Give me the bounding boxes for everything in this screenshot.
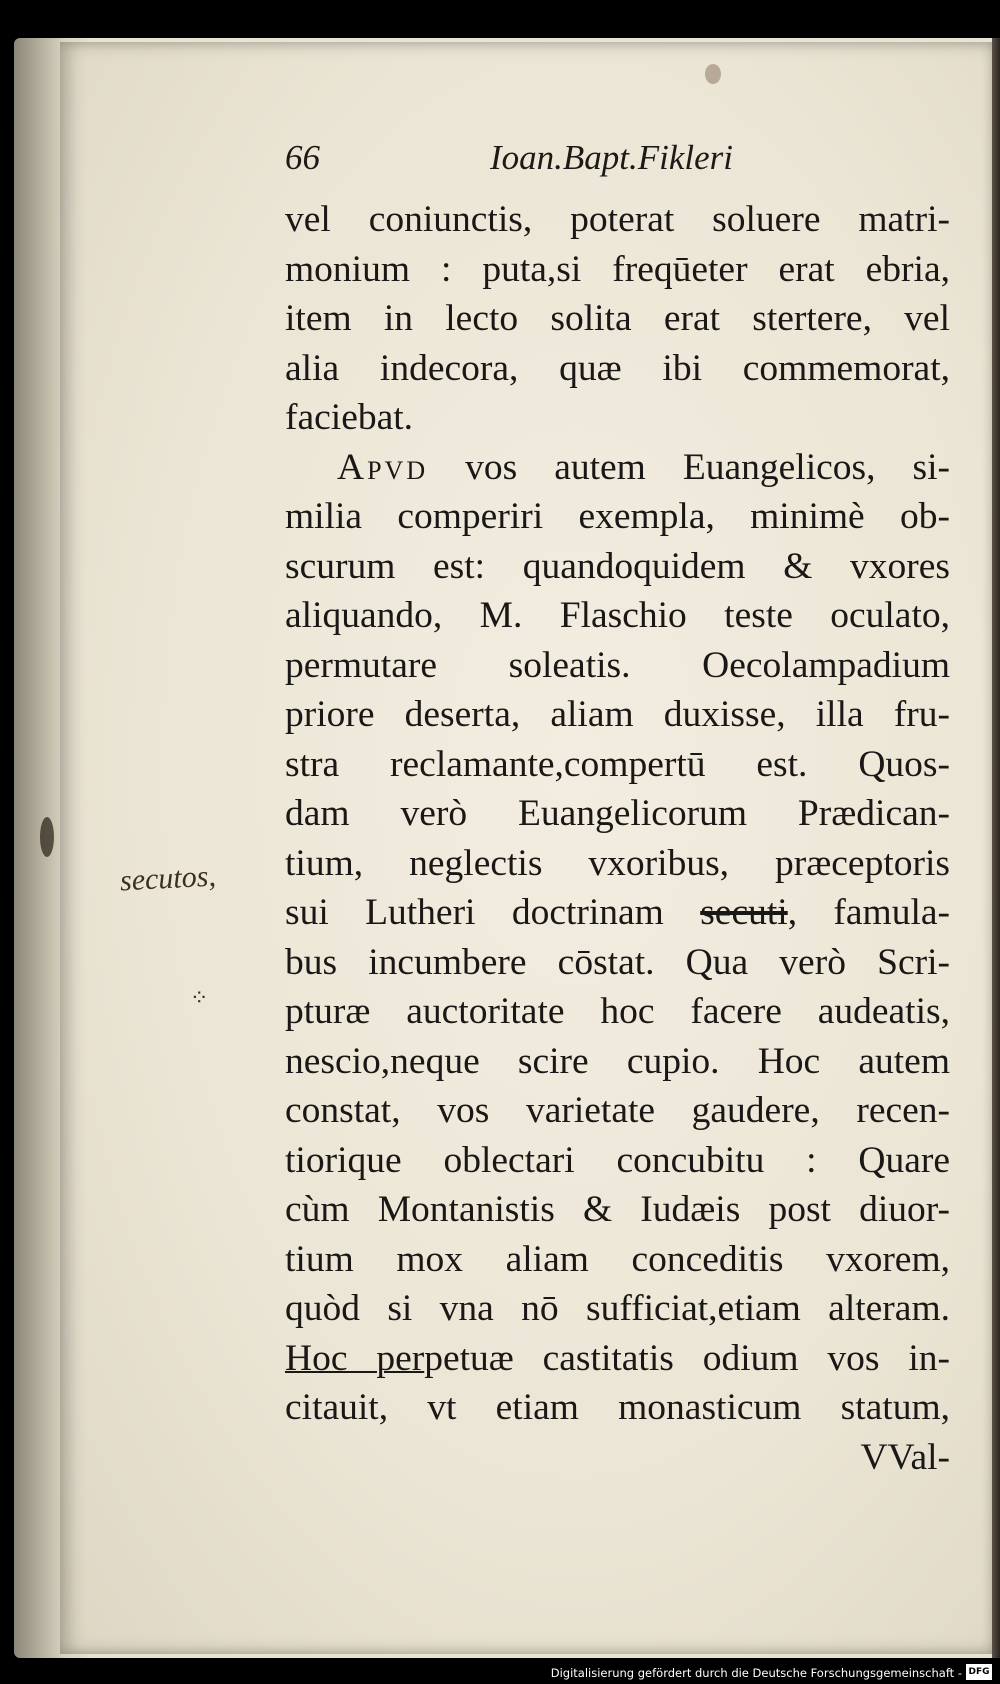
text-line: citauit, vt etiam monasticum statum, xyxy=(285,1387,950,1428)
text-line: priore deserta, aliam duxisse, illa fru- xyxy=(285,694,950,735)
text-line: pturæ auctoritate hoc facere audeatis, xyxy=(285,991,950,1032)
text-line xyxy=(285,888,950,938)
catchword: VVal- xyxy=(860,1436,950,1478)
marginal-mark: ⁘ xyxy=(190,985,209,1010)
small-caps-opening: Apvd xyxy=(337,446,429,488)
text-line: tium mox aliam conceditis vxorem, xyxy=(285,1238,950,1280)
footer-bar xyxy=(0,1658,1000,1684)
body-text xyxy=(285,195,950,1482)
text-line: bus incumbere cōstat. Qua verò Scri- xyxy=(285,941,950,983)
text-line: nescio,neque scire cupio. Hoc autem xyxy=(285,1040,950,1082)
dfg-logo: DFG xyxy=(966,1664,992,1680)
handwritten-marginal-note: secutos, xyxy=(119,859,217,898)
text-line: cùm Montanistis & Iudæis post diuor- xyxy=(285,1189,950,1230)
text-line: faciebat. xyxy=(285,397,414,438)
text-line xyxy=(285,443,950,493)
text-line: tiorique oblectari concubitu : Quare xyxy=(285,1139,950,1181)
text-line-rest: , famula- xyxy=(787,892,951,933)
digitization-credit: Digitalisierung gefördert durch die Deutsche Forschungsgemeinschaft - xyxy=(550,1666,962,1680)
text-line: constat, vos varietate gaudere, recen- xyxy=(285,1090,950,1131)
text-line: scurum est: quandoquidem & vxores xyxy=(285,545,950,587)
text-line: stra reclamante,compertū est. Quos- xyxy=(285,743,950,785)
text-line-rest: petuæ castitatis odium vos in- xyxy=(424,1337,950,1379)
text-line-start: sui Lutheri doctrinam xyxy=(285,892,701,933)
text-line: quòd si vna nō sufficiat,etiam alteram. xyxy=(285,1288,950,1329)
struck-word: secuti xyxy=(700,892,788,933)
text-line: monium : puta,si freqūeter erat ebria, xyxy=(285,248,950,290)
running-header xyxy=(285,138,770,188)
text-line: milia comperiri exempla, minimè ob- xyxy=(285,496,950,537)
ink-spot xyxy=(705,64,721,84)
text-line: aliquando, M. Flaschio teste oculato, xyxy=(285,595,950,636)
text-line: item in lecto solita erat stertere, vel xyxy=(285,298,950,339)
text-line: tium, neglectis vxoribus, præceptoris xyxy=(285,842,950,884)
underlined-words: Hoc per xyxy=(285,1337,425,1379)
text-line: dam verò Euangelicorum Prædican- xyxy=(285,793,950,834)
text-line: alia indecora, quæ ibi commemorat, xyxy=(285,347,950,389)
text-line-rest: vos autem Euangelicos, si- xyxy=(428,446,950,488)
ink-spot xyxy=(40,817,54,857)
running-title: Ioan.Bapt.Fikleri xyxy=(490,138,734,177)
page-number: 66 xyxy=(285,138,320,177)
text-line: permutare soleatis. Oecolampadium xyxy=(285,644,950,686)
text-line: vel coniunctis, poterat soluere matri- xyxy=(285,199,950,240)
text-line xyxy=(285,1334,950,1384)
page-edge-shadow xyxy=(992,38,1000,1658)
